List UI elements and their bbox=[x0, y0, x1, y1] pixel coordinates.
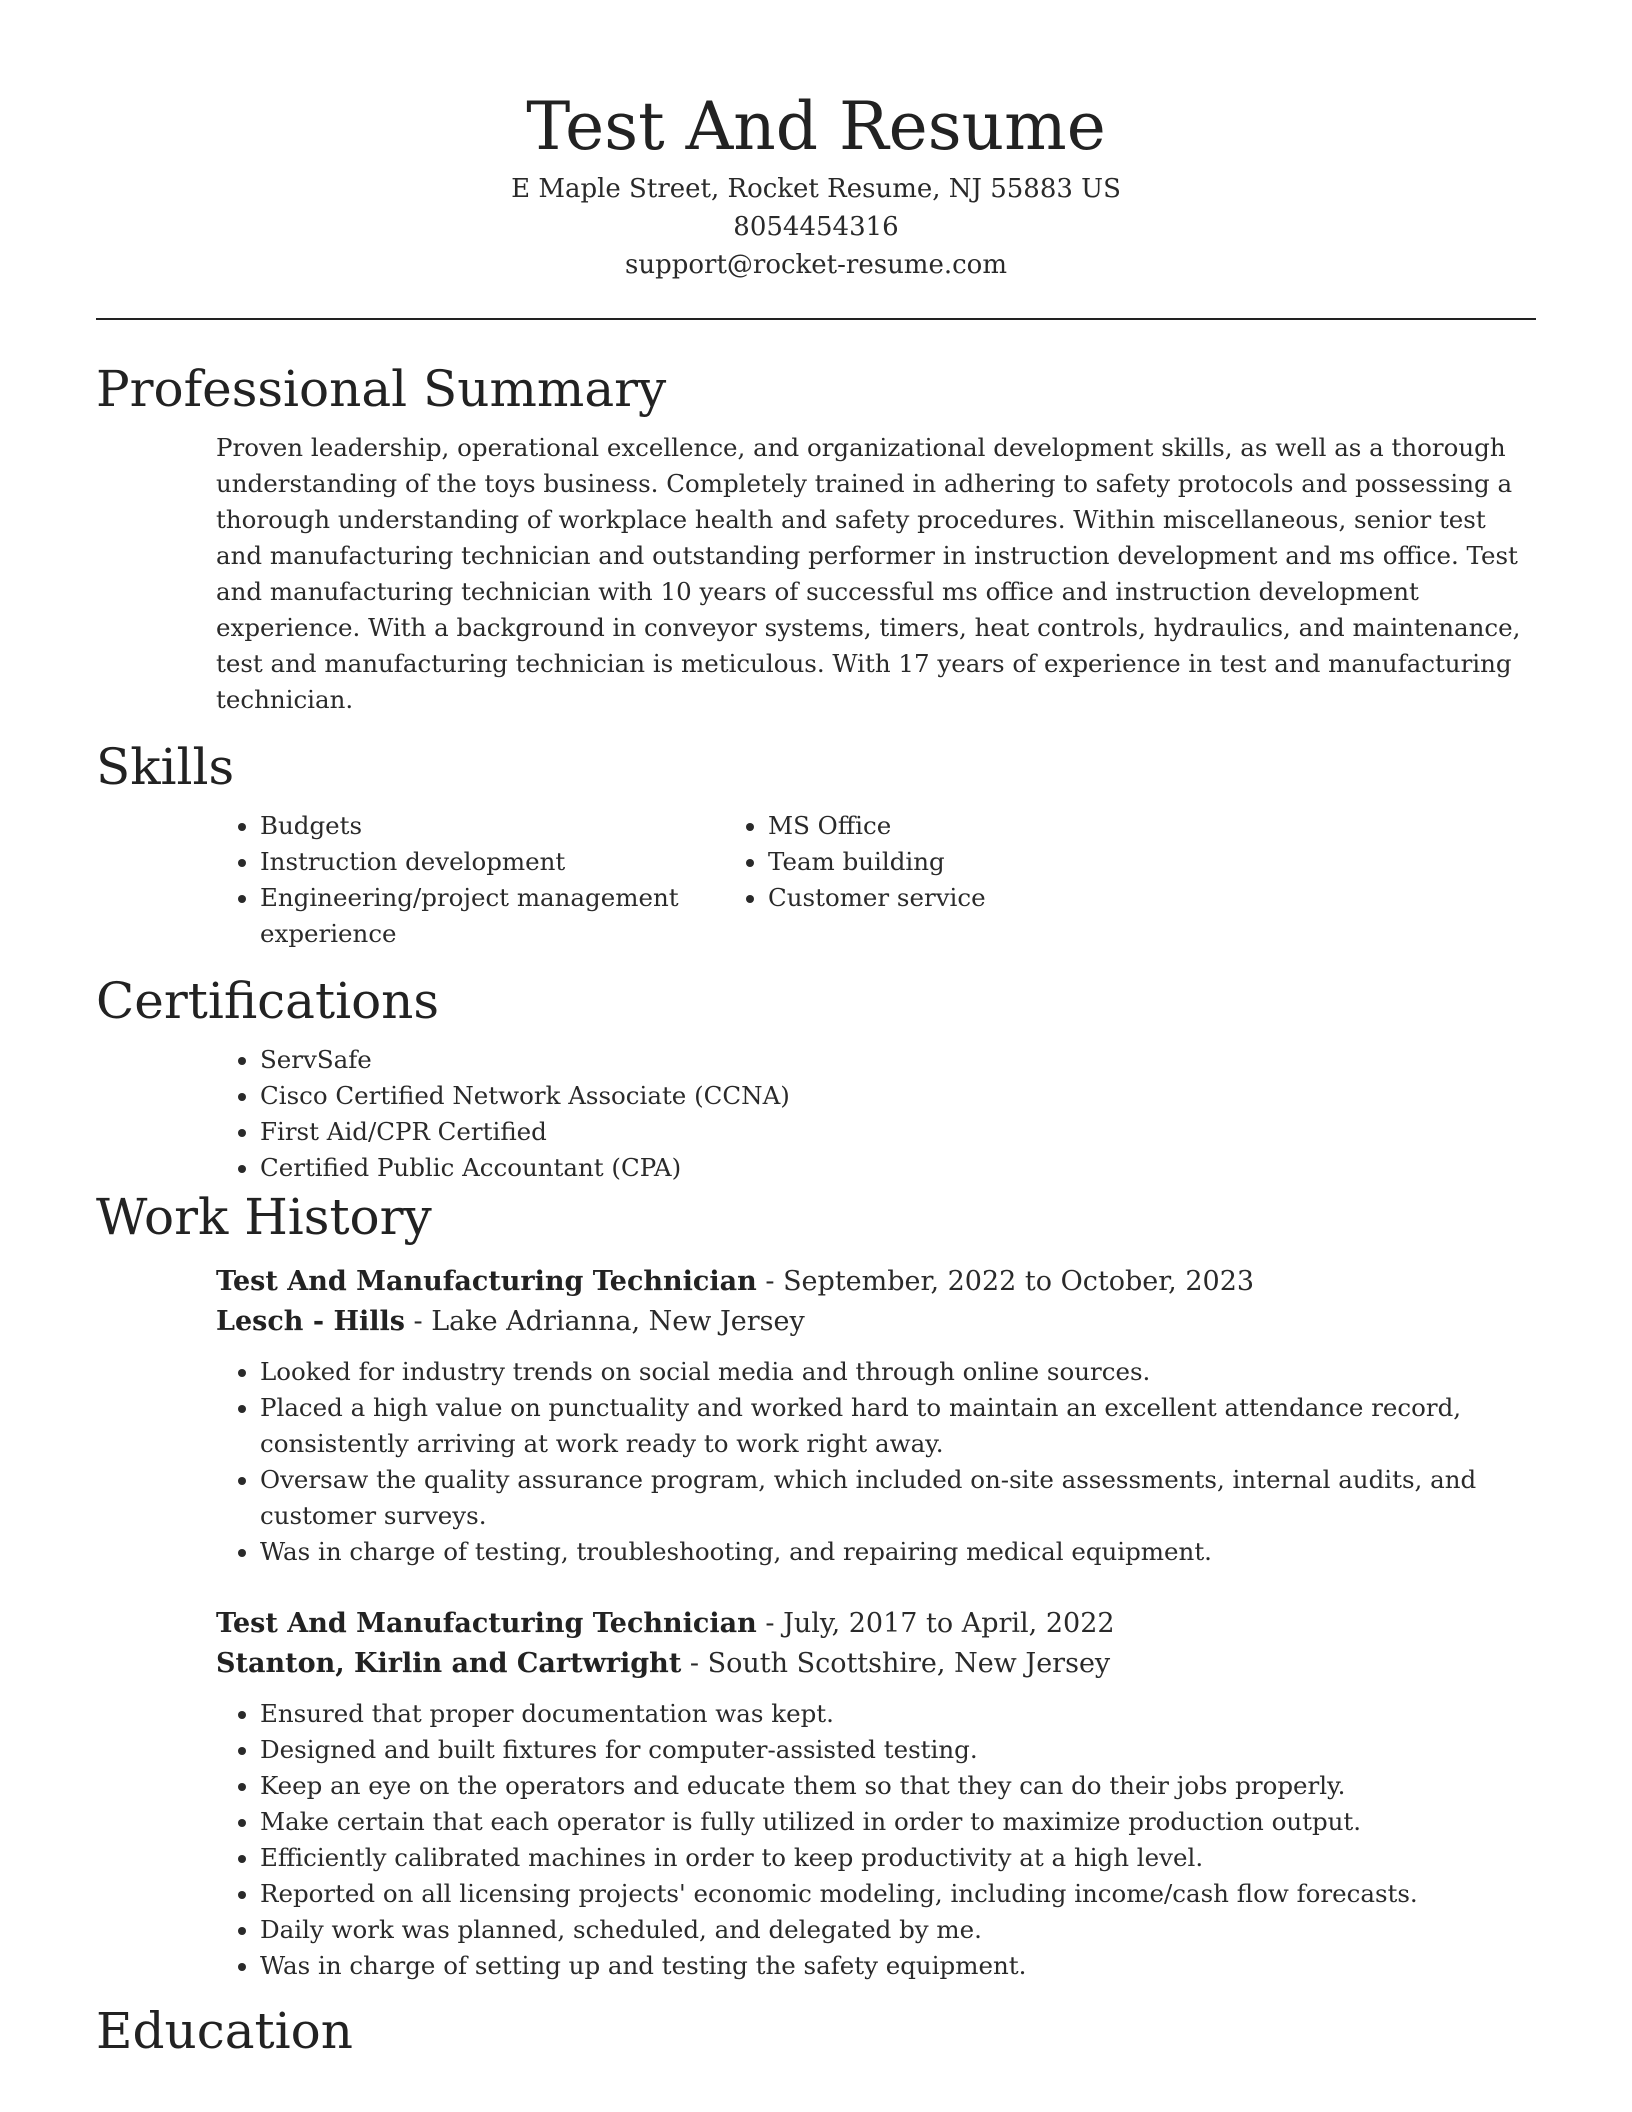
summary-section bbox=[96, 358, 1536, 718]
contact-phone: 8054454316 bbox=[733, 212, 899, 242]
list-item: • Certified Public Accountant (CPA) bbox=[260, 1150, 1536, 1186]
certifications-section bbox=[96, 970, 1536, 1186]
list-item: • First Aid/CPR Certified bbox=[260, 1114, 1536, 1150]
skills-column-1 bbox=[96, 808, 746, 952]
job-position: Test And Manufacturing Technician bbox=[216, 1608, 757, 1639]
list-item: • Placed a high value on punctuality and worked hard to maintain an excellent attendance record, consistently arriving at work ready to work right away. bbox=[260, 1390, 1536, 1462]
header-divider bbox=[96, 318, 1536, 320]
job-entry bbox=[216, 1262, 1536, 1570]
job-title-line: Test And Manufacturing Technician - September, 2022 to October, 2023 bbox=[216, 1266, 1255, 1297]
job-dates: July, 2017 to April, 2022 bbox=[783, 1608, 1115, 1639]
job-dates: September, 2022 to October, 2023 bbox=[783, 1266, 1255, 1297]
list-item: • Instruction development bbox=[260, 844, 746, 880]
resume-header bbox=[96, 0, 1536, 284]
job-title-line: Test And Manufacturing Technician - July, 2017 to April, 2022 bbox=[216, 1608, 1115, 1639]
job-company: Stanton, Kirlin and Cartwright bbox=[216, 1648, 682, 1679]
skills-column-2 bbox=[746, 808, 1396, 952]
job-company-line: Lesch - Hills - Lake Adrianna, New Jersey bbox=[216, 1306, 805, 1337]
skills-title: Skills bbox=[96, 738, 235, 796]
job-bullets bbox=[216, 1354, 1536, 1570]
work-history-title: Work History bbox=[96, 1188, 432, 1246]
list-item: • Make certain that each operator is fully utilized in order to maximize production output. bbox=[260, 1804, 1536, 1840]
summary-text: Proven leadership, operational excellence, and organizational development skills, as well as a thorough understanding of the toys business. Completely trained in adhering to safety protocols and possessing a thorough understanding of workplace health and safety procedures. Within miscellaneous, senior test and manufacturing technician and outstanding performer in instruction development and ms office. Test and manufacturing technician with 10 years of successful ms office and instruction development experience. With a background in conveyor systems, timers, heat controls, hydraulics, and maintenance, test and manufacturing technician is meticulous. With 17 years of experience in test and manufacturing technician. bbox=[216, 433, 1521, 714]
list-item: • Efficiently calibrated machines in order to keep productivity at a high level. bbox=[260, 1840, 1536, 1876]
job-company: Lesch - Hills bbox=[216, 1306, 405, 1337]
job-location: South Scottshire, New Jersey bbox=[707, 1648, 1111, 1679]
candidate-name: Test And Resume bbox=[526, 88, 1106, 165]
list-item: • Daily work was planned, scheduled, and delegated by me. bbox=[260, 1912, 1536, 1948]
contact-address: E Maple Street, Rocket Resume, NJ 55883 US bbox=[511, 174, 1121, 204]
list-item: • ServSafe bbox=[260, 1042, 1536, 1078]
list-item: • Reported on all licensing projects' economic modeling, including income/cash flow forecasts. bbox=[260, 1876, 1536, 1912]
certifications-list bbox=[96, 1042, 1536, 1186]
list-item: • Oversaw the quality assurance program, which included on-site assessments, internal audits, and customer surveys. bbox=[260, 1462, 1536, 1534]
list-item: • Ensured that proper documentation was kept. bbox=[260, 1696, 1536, 1732]
certifications-title: Certifications bbox=[96, 972, 440, 1030]
education-title: Education bbox=[96, 2002, 353, 2060]
job-entry bbox=[216, 1604, 1536, 1984]
list-item: • Engineering/project management experience bbox=[260, 880, 746, 952]
job-location: Lake Adrianna, New Jersey bbox=[431, 1306, 805, 1337]
list-item: • Keep an eye on the operators and educate them so that they can do their jobs properly. bbox=[260, 1768, 1536, 1804]
job-position: Test And Manufacturing Technician bbox=[216, 1266, 757, 1297]
list-item: • Cisco Certified Network Associate (CCNA) bbox=[260, 1078, 1536, 1114]
list-item: • Was in charge of testing, troubleshooting, and repairing medical equipment. bbox=[260, 1534, 1536, 1570]
list-item: • Was in charge of setting up and testing the safety equipment. bbox=[260, 1948, 1536, 1984]
skills-section bbox=[96, 736, 1536, 952]
work-history-section bbox=[96, 1186, 1536, 1984]
list-item: • Team building bbox=[768, 844, 1396, 880]
list-item: • MS Office bbox=[768, 808, 1396, 844]
education-section bbox=[96, 2000, 1536, 2062]
list-item: • Looked for industry trends on social media and through online sources. bbox=[260, 1354, 1536, 1390]
job-company-line: Stanton, Kirlin and Cartwright - South Scottshire, New Jersey bbox=[216, 1648, 1111, 1679]
list-item: • Designed and built fixtures for computer-assisted testing. bbox=[260, 1732, 1536, 1768]
summary-title: Professional Summary bbox=[96, 360, 667, 418]
contact-email: support@rocket-resume.com bbox=[624, 250, 1007, 280]
list-item: • Customer service bbox=[768, 880, 1396, 916]
resume-page bbox=[96, 0, 1536, 2062]
list-item: • Budgets bbox=[260, 808, 746, 844]
job-bullets bbox=[216, 1696, 1536, 1984]
skills-grid bbox=[96, 808, 1536, 952]
